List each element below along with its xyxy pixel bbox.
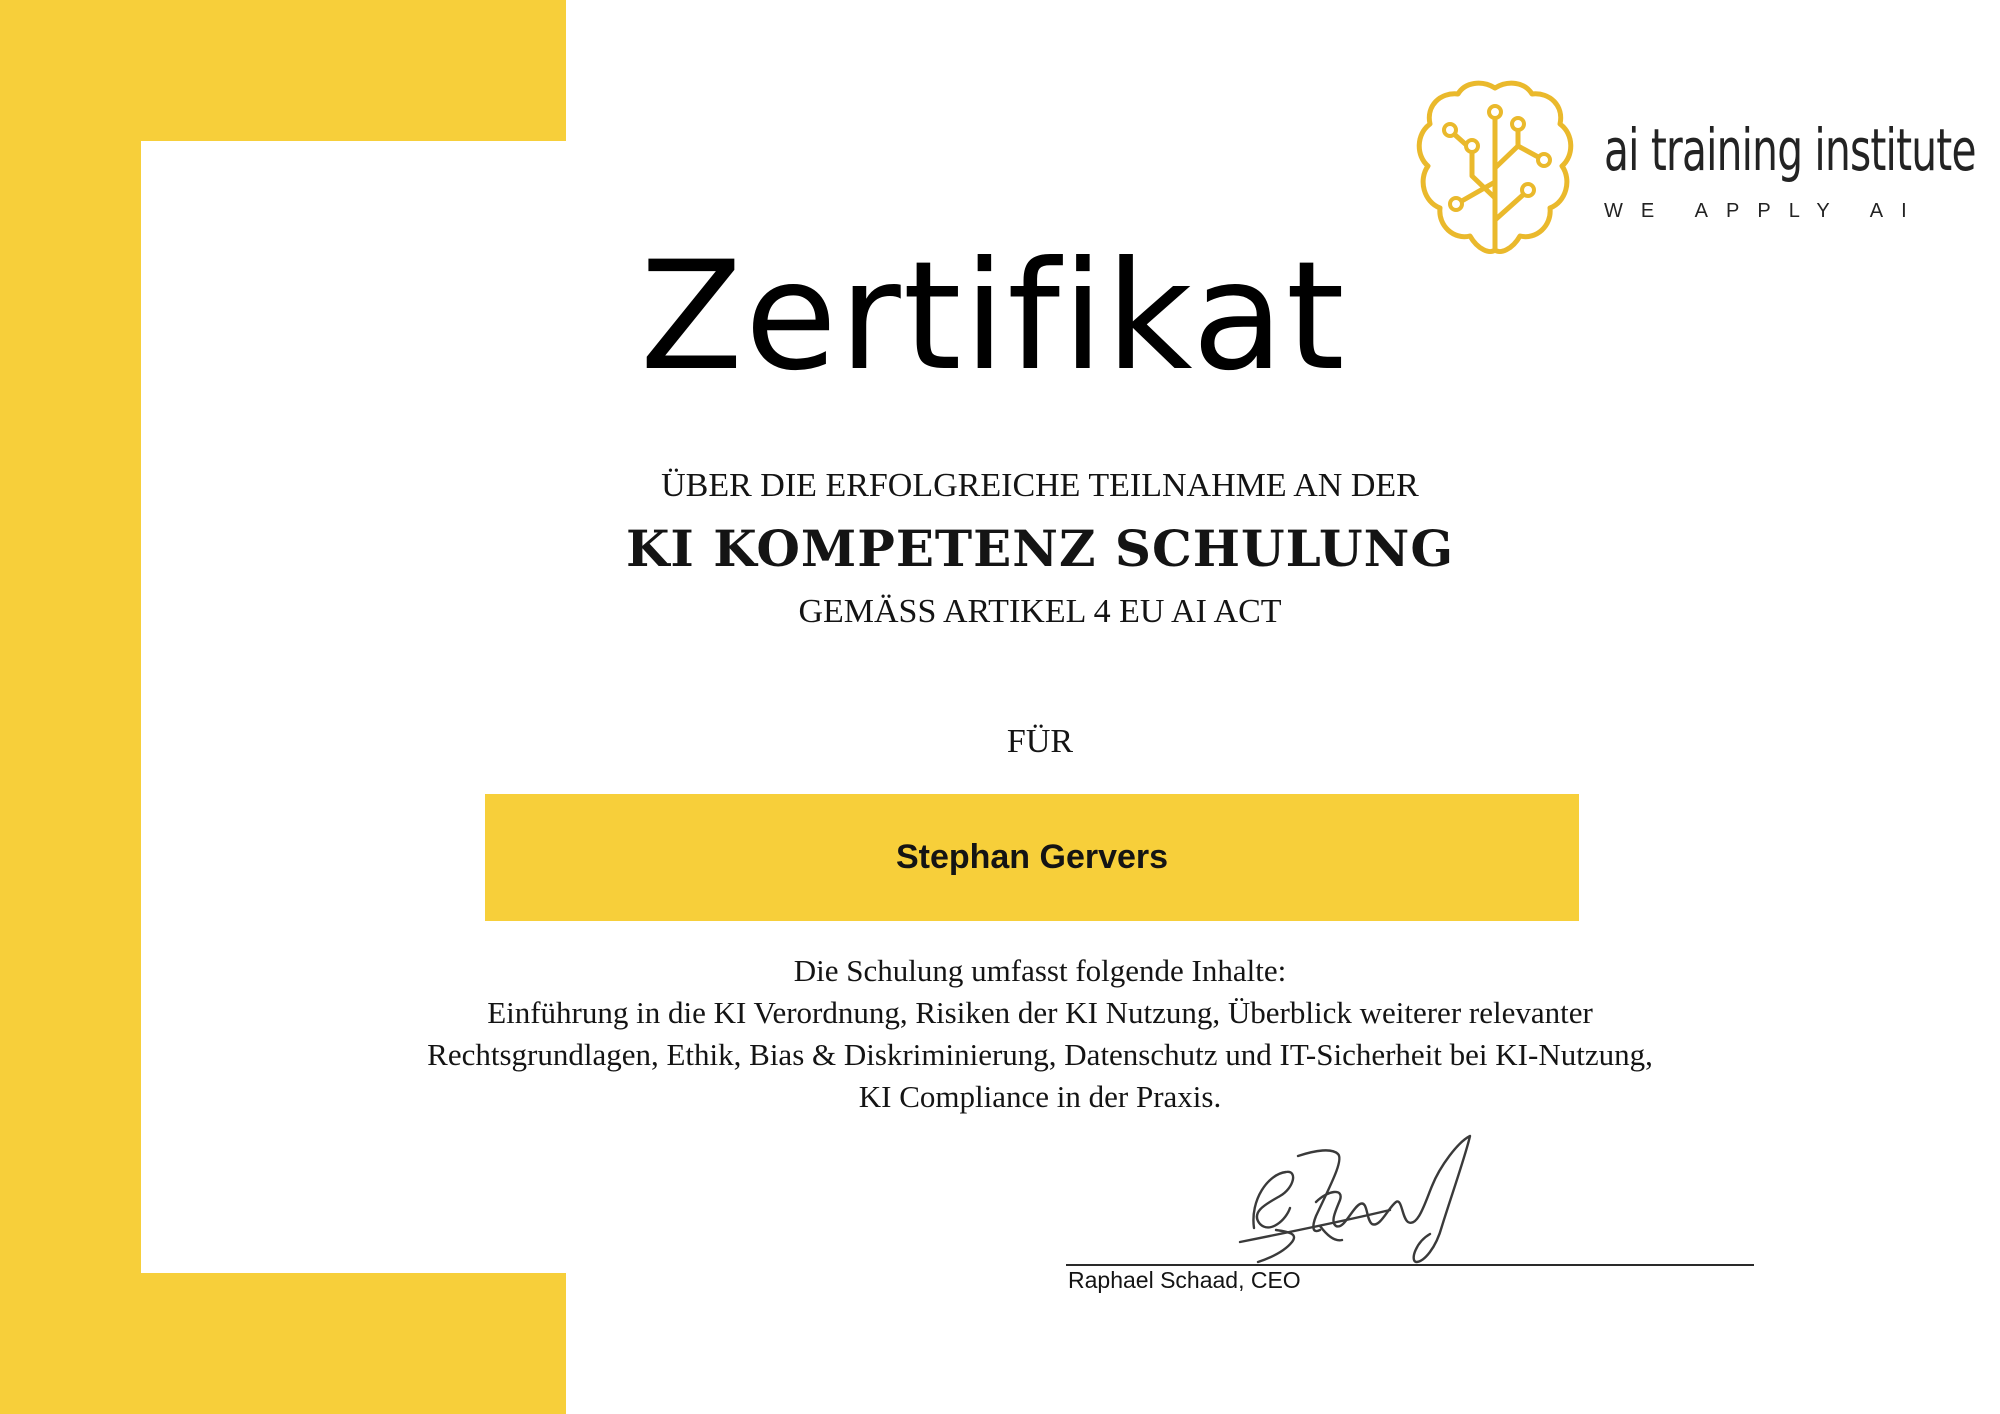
for-label: FÜR <box>1006 723 1074 760</box>
yellow-frame-bottom <box>0 1273 566 1414</box>
signature-line <box>1066 1264 1754 1266</box>
certificate-subtitle-2: GEMÄSS ARTIKEL 4 EU AI ACT <box>798 593 1282 630</box>
handwritten-signature <box>1220 1130 1520 1280</box>
brand-name: ai training institute <box>1604 116 1976 184</box>
contents-line: Einführung in die KI Verordnung, Risiken der KI Nutzung, Überblick weiterer relevanter <box>487 995 1593 1030</box>
brand-tagline: WE APPLY AI <box>1604 200 1925 222</box>
contents-line: KI Compliance in der Praxis. <box>858 1079 1222 1114</box>
contents-intro: Die Schulung umfasst folgende Inhalte: <box>793 953 1287 988</box>
certificate-subtitle-1: ÜBER DIE ERFOLGREICHE TEILNAHME AN DER <box>661 467 1419 504</box>
course-name: KI KOMPETENZ SCHULUNG <box>625 519 1455 578</box>
participant-name-band <box>485 794 1579 921</box>
signature-caption: Raphael Schaad, CEO <box>1068 1267 1301 1293</box>
brain-circuit-logo-icon <box>1410 72 1580 272</box>
participant-name: Stephan Gervers <box>895 838 1169 876</box>
yellow-frame-left <box>0 0 141 1414</box>
contents-line: Rechtsgrundlagen, Ethik, Bias & Diskriminierung, Datenschutz und IT-Sicherheit bei KI-Nutzung, <box>427 1037 1653 1072</box>
certificate-title: Zertifikat <box>640 230 1347 404</box>
course-contents <box>280 950 1800 1118</box>
